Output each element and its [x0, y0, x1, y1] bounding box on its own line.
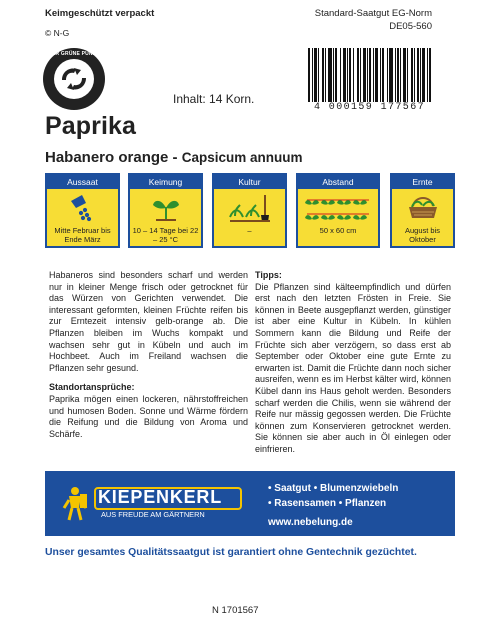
panel-ernte	[390, 173, 455, 248]
standort-heading: Standortansprüche:	[49, 382, 135, 393]
product-subtitle	[45, 149, 303, 166]
brand-tagline: AUS FREUDE AM GÄRTNERN	[101, 510, 205, 519]
brand-url[interactable]: www.nebelung.de	[268, 517, 353, 528]
packet-code: DE05-560	[389, 21, 432, 32]
brand-band	[45, 471, 455, 536]
kiepenkerl-logo	[61, 479, 249, 527]
gruener-punkt-logo	[43, 48, 105, 110]
copyright-label: © N-G	[45, 28, 70, 38]
description-right	[255, 270, 451, 456]
quality-statement: Unser gesamtes Qualitätssaatgut ist garantiert ohne Gentechnik gezüchtet.	[45, 547, 417, 558]
panel-value: August bis Oktober	[404, 226, 441, 244]
spacing-icon	[298, 189, 378, 226]
panel-kultur	[212, 173, 287, 248]
description-left	[49, 270, 248, 440]
brand-products	[268, 481, 398, 511]
barcode	[308, 48, 435, 102]
variety-name: Habanero orange	[45, 149, 169, 166]
standard-label: Standard-Saatgut EG-Norm	[314, 8, 432, 19]
kiepenkerl-figure-icon	[61, 483, 91, 522]
panel-label: Keimung	[130, 175, 201, 189]
subtitle-separator: -	[168, 149, 182, 166]
seedling-icon	[130, 189, 201, 226]
tipps-heading: Tipps:	[255, 270, 282, 280]
harvest-basket-icon	[392, 189, 453, 226]
culture-panels	[45, 173, 455, 248]
tipps-text: Die Pflanzen sind kälteempfindlich und dürfen erst nach den letzten Frösten in Freie. Sie können in Beete ausgepflanzt werden, günstiger ist aber eine Kultur in Kübeln. In kühlen Sommern kann die Bildung und Reife der Früchte sich aber verzögern, so dass erst ab September oder Oktober eine gute Ernte zu erwarten ist. Damit die Früchte dann noch sicher ausreifen, wenn es im Herbst kälter wird, können Kübel dann ins Haus geholt werden. Besonders scharf werden die Chilis, wenn sie während der Reife nur mässig gegossen werden. Die Früchte können zum Konservieren getrocknet werden. Sie können sie aber auch in Öl einlegen oder einfrieren.	[255, 281, 451, 454]
panel-value: –	[247, 226, 252, 235]
panel-aussaat	[45, 173, 120, 248]
gruener-punkt-text: DER GRÜNE PUNKT	[48, 51, 100, 57]
batch-number: N 1701567	[212, 605, 259, 616]
panel-value: 10 – 14 Tage bei 22 – 25 °C	[132, 226, 199, 244]
panel-label: Abstand	[298, 175, 378, 189]
latin-name: Capsicum annuum	[181, 150, 303, 165]
brand-product-line: • Rasensamen • Pflanzen	[268, 498, 387, 509]
keimgeschuetzt-label: Keimgeschützt verpackt	[45, 8, 155, 19]
standard-info	[315, 7, 432, 33]
panel-abstand	[296, 173, 380, 248]
panel-label: Kultur	[214, 175, 285, 189]
content-count: Inhalt: 14 Korn.	[173, 92, 255, 106]
panel-value: Mitte Februar bis Ende März	[54, 226, 111, 244]
spade-icon	[214, 189, 285, 226]
product-title: Paprika	[45, 112, 137, 140]
description-paragraph: Habaneros sind besonders scharf und werden nur in kleiner Menge frisch oder getrocknet für das Würzen von Gerichten verwendet. Die interessant geformten, kleinen Früchte reifen bis zur Erntezeit intensiv gelb-orange ab. Die Pflanzen bleiben im Wuchs kompakt und wachsen sehr gut in Kübeln und auch im Hochbeet. Auch im Freiland wachsen die Pflanzen sehr gesund.	[49, 270, 248, 373]
panel-label: Ernte	[392, 175, 453, 189]
brand-name: KIEPENKERL	[98, 487, 223, 507]
brand-product-line: • Saatgut • Blumenzwiebeln	[268, 483, 399, 494]
recycling-icon	[54, 59, 94, 99]
seed-icon	[47, 189, 118, 226]
panel-value: 50 x 60 cm	[319, 226, 357, 235]
barcode-number: 4 000159 177567	[314, 102, 426, 113]
panel-keimung	[128, 173, 203, 248]
standort-text: Paprika mögen einen lockeren, nährstoffreichen und humosen Boden. Sonne und Wärme fördern die Reifung und die Bildung von Aroma und Schärfe.	[49, 393, 248, 439]
panel-label: Aussaat	[47, 175, 118, 189]
